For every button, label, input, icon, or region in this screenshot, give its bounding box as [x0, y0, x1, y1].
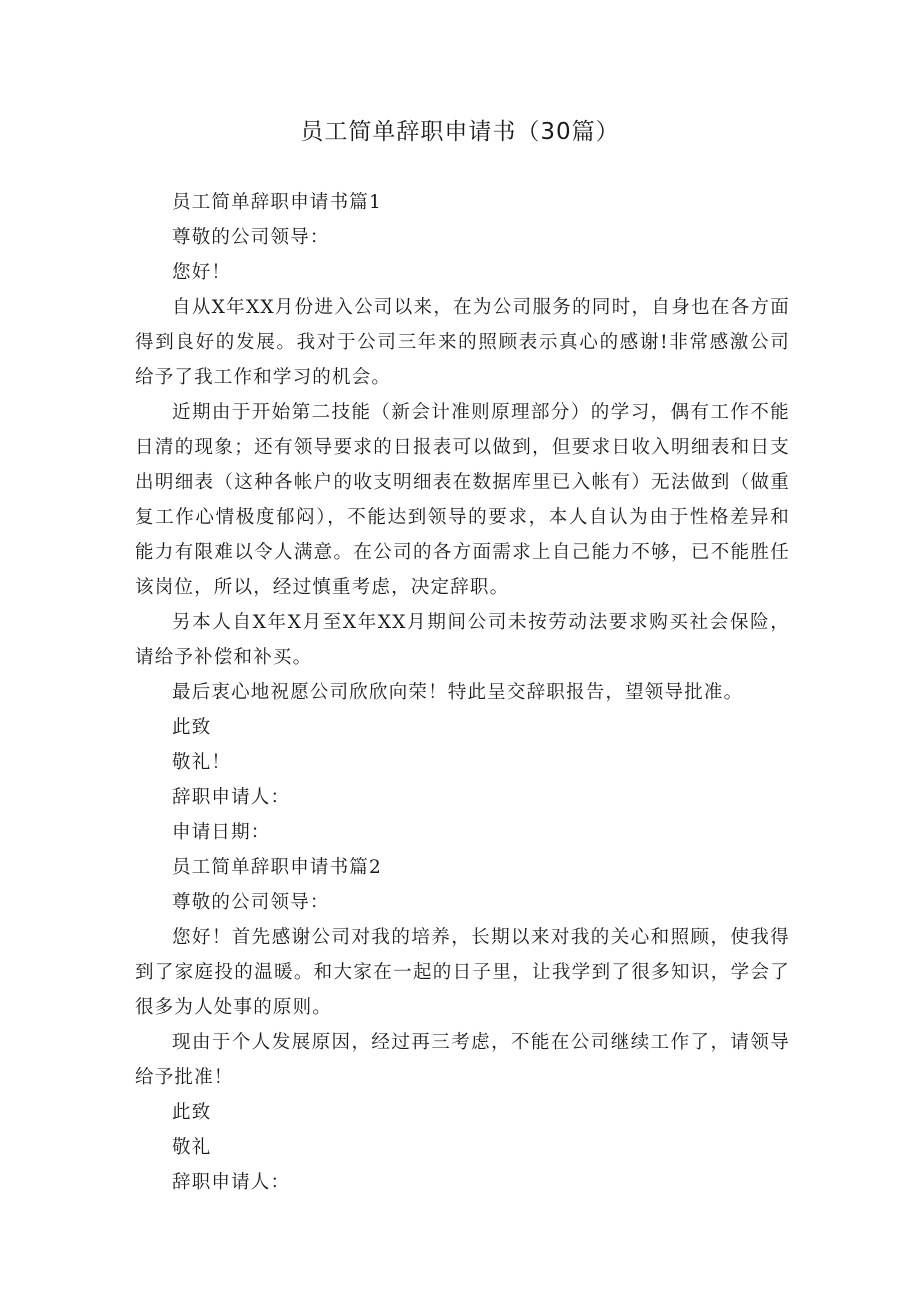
- section-title-2: 员工简单辞职申请书篇2: [172, 857, 382, 878]
- date-label: 申请日期：: [172, 822, 271, 843]
- body-paragraph: 自从X年XX月份进入公司以来，在为公司服务的同时，自身也在各方面得到良好的发展。我对于公司三年来的照顾表示真心的感谢!非常感激公司给予了我工作和学习的机会。: [135, 297, 790, 388]
- salutation: 尊敬的公司领导：: [172, 227, 330, 248]
- applicant-label: 辞职申请人：: [172, 787, 291, 808]
- body-paragraph: 您好！首先感谢公司对我的培养，长期以来对我的关心和照顾，使我得到了家庭投的温暖。和大家在一起的日子里，让我学到了很多知识，学会了很多为人处事的原则。: [135, 927, 790, 1018]
- greeting: 您好！: [172, 262, 232, 283]
- section-title-1: 员工简单辞职申请书篇1: [172, 192, 382, 213]
- salutation: 尊敬的公司领导：: [172, 892, 330, 913]
- closing-regards: 敬礼: [172, 1137, 212, 1158]
- document-body: [135, 185, 790, 1200]
- document-title: 员工简单辞职申请书（30篇）: [300, 119, 620, 145]
- body-paragraph: 现由于个人发展原因，经过再三考虑，不能在公司继续工作了，请领导给予批准！: [135, 1032, 790, 1088]
- body-paragraph: 最后衷心地祝愿公司欣欣向荣！特此呈交辞职报告，望领导批准。: [172, 682, 744, 703]
- closing-line: 此致: [172, 717, 212, 738]
- applicant-label: 辞职申请人：: [172, 1172, 291, 1193]
- body-paragraph: 近期由于开始第二技能（新会计准则原理部分）的学习，偶有工作不能日清的现象；还有领导要求的日报表可以做到，但要求日收入明细表和日支出明细表（这种各帐户的收支明细表在数据库里已入帐有）无法做到（做重复工作心情极度郁闷），不能达到领导的要求，本人自认为由于性格差异和能力有限难以令人满意。在公司的各方面需求上自己能力不够，已不能胜任该岗位，所以，经过慎重考虑，决定辞职。: [135, 402, 790, 598]
- closing-line: 此致: [172, 1102, 212, 1123]
- closing-regards: 敬礼！: [172, 752, 232, 773]
- body-paragraph: 另本人自X年X月至X年XX月期间公司未按劳动法要求购买社会保险，请给予补偿和补买。: [135, 612, 790, 668]
